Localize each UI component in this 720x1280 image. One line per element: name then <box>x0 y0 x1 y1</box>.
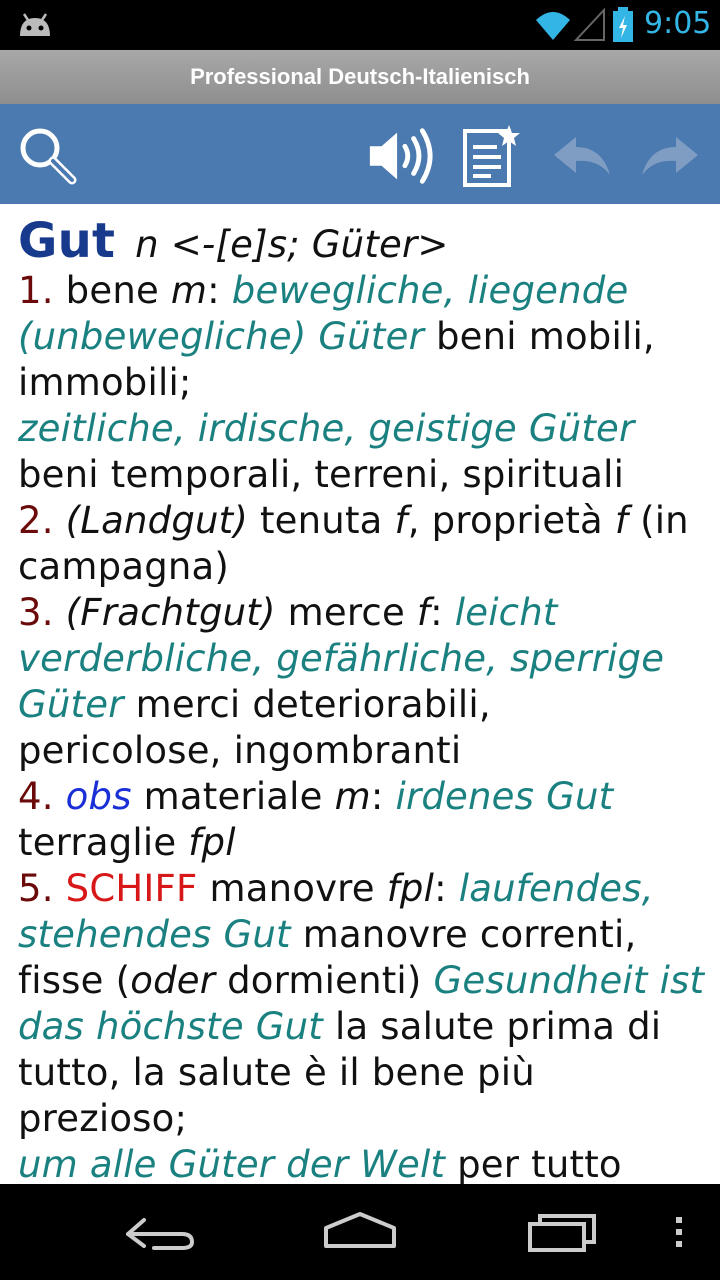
sense-number: 1. <box>18 269 54 312</box>
forward-button[interactable] <box>636 122 704 190</box>
dictionary-entry <box>0 204 720 1184</box>
home-icon <box>322 1210 398 1254</box>
colon: : <box>430 591 443 634</box>
status-bar <box>0 0 720 50</box>
gender-label: fpl <box>386 867 435 910</box>
favorites-button[interactable] <box>456 122 524 190</box>
inflection: <-[e]s; Güter> <box>158 223 449 266</box>
battery-icon <box>612 7 634 43</box>
domain-label: SCHIFF <box>53 867 198 910</box>
gender-label: m <box>170 269 208 312</box>
gender-label: f <box>394 499 408 542</box>
gender-label: m <box>334 775 371 818</box>
back-button[interactable] <box>548 122 616 190</box>
translation: per tutto <box>445 1143 622 1184</box>
colon: : <box>370 775 384 818</box>
recent-apps-button[interactable] <box>524 1202 600 1262</box>
clock: 9:05 <box>644 6 712 41</box>
example-phrase[interactable]: laufendes, stehendes Gut <box>18 867 654 956</box>
translation: , proprietà <box>407 499 615 542</box>
translation: (in campagna) <box>18 499 689 588</box>
speak-button[interactable] <box>366 122 434 190</box>
translation: beni mobili, immobili; <box>18 315 655 404</box>
sense-number: 3. <box>18 591 54 634</box>
colon: : <box>207 269 220 312</box>
gender-label: f <box>416 591 431 634</box>
translation: manovre <box>197 867 387 910</box>
usage-label: (Landgut) <box>53 499 249 542</box>
example-phrase[interactable]: bewegliche, liegende (unbewegliche) Güter <box>18 269 629 358</box>
usage-label: oder <box>130 959 216 1002</box>
gender-label: fpl <box>188 821 236 864</box>
sense-number: 4. <box>18 775 54 818</box>
example-phrase[interactable]: Gesundheit ist das höchste Gut <box>18 959 705 1048</box>
sense-number: 5. <box>18 867 54 910</box>
home-nav-button[interactable] <box>318 1202 402 1262</box>
speaker-icon <box>366 124 434 188</box>
translation: terraglie <box>18 821 189 864</box>
overflow-menu-icon <box>673 1215 685 1249</box>
colon: : <box>434 867 447 910</box>
translation: bene <box>53 269 171 312</box>
usage-label: (Frachtgut) <box>53 591 276 634</box>
gender-label: f <box>614 499 629 542</box>
translation: materiale <box>131 775 335 818</box>
dictionary-entry-view[interactable] <box>0 204 720 1184</box>
signal-icon <box>574 8 606 42</box>
headword: Gut <box>18 213 116 269</box>
overflow-menu-button[interactable] <box>664 1202 694 1262</box>
obsolete-label: obs <box>53 775 132 818</box>
note-star-icon <box>457 123 523 189</box>
back-nav-button[interactable] <box>120 1202 200 1262</box>
translation: merce <box>275 591 417 634</box>
sense-number: 2. <box>18 499 54 542</box>
example-phrase[interactable]: leicht verderbliche, gefährliche, sperrige Güter <box>18 591 665 726</box>
gender: n <box>135 223 159 266</box>
app-title: Professional Deutsch-Italienisch <box>0 50 720 104</box>
translation: dormienti) <box>215 959 422 1002</box>
search-icon <box>16 124 80 188</box>
translation: beni temporali, terreni, spirituali <box>18 453 625 496</box>
back-icon <box>124 1212 196 1252</box>
translation: tenuta <box>248 499 395 542</box>
example-phrase[interactable]: um alle Güter der Welt <box>18 1143 446 1184</box>
translation: manovre correnti, fisse ( <box>18 913 637 1002</box>
search-button[interactable] <box>14 122 82 190</box>
toolbar <box>0 104 720 204</box>
android-icon <box>16 10 54 40</box>
translation: la salute prima di tutto, la salute è il bene più prezioso; <box>18 1005 662 1140</box>
translation: merci deteriorabili, pericolose, ingombranti <box>18 683 491 772</box>
forward-arrow-icon <box>638 131 702 181</box>
back-arrow-icon <box>550 131 614 181</box>
example-phrase[interactable]: irdenes Gut <box>383 775 614 818</box>
recent-apps-icon <box>526 1212 598 1252</box>
example-phrase[interactable]: zeitliche, irdische, geistige Güter <box>18 407 635 450</box>
navigation-bar <box>0 1184 720 1280</box>
wifi-icon <box>534 8 572 42</box>
